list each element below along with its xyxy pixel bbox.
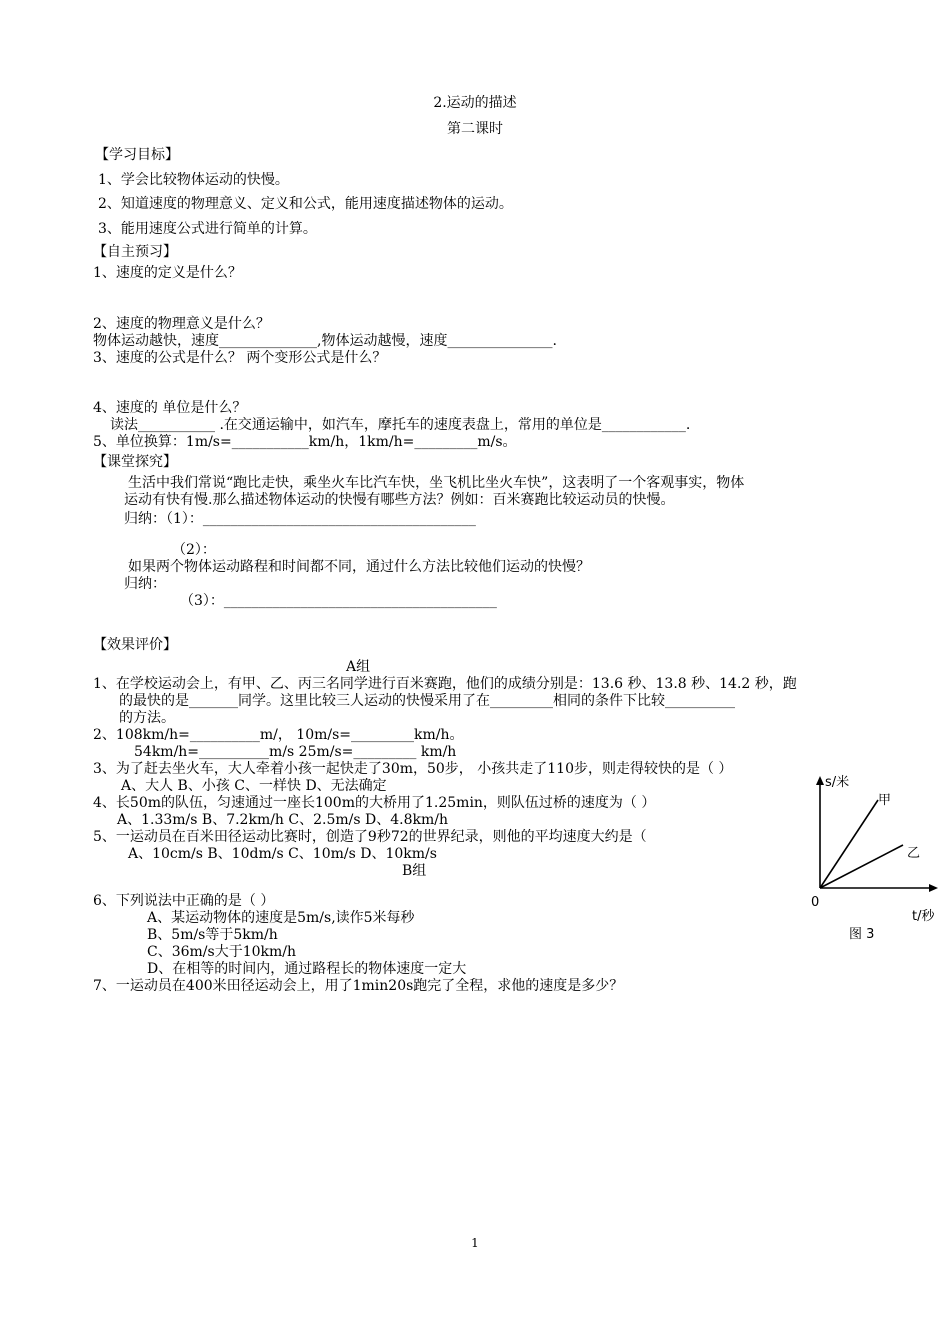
preview-question: 1、速度的定义是什么？ (93, 265, 242, 281)
line-jia-label: 甲 (878, 793, 892, 808)
eval-question: 6、下列说法中正确的是（ ） (93, 893, 275, 909)
explore-heading: 【课堂探究】 (93, 454, 177, 470)
eval-options: A、1.33m/s B、7.2km/h C、2.5m/s D、4.8km/h (117, 812, 448, 828)
x-axis-label: t/秒 (912, 909, 935, 924)
preview-heading: 【自主预习】 (93, 244, 177, 260)
group-b-label: B组 (402, 863, 427, 879)
eval-question: 7、一运动员在400米田径运动会上，用了1min20s跑完了全程，求他的速度是多少？ (93, 978, 624, 994)
objectives-heading: 【学习目标】 (95, 147, 179, 163)
preview-question: 4、速度的 单位是什么？ (93, 400, 247, 416)
objective-item: 1、学会比较物体运动的快慢。 (98, 172, 289, 188)
explore-paragraph: 运动有快有慢.那么描述物体运动的快慢有哪些方法？例如：百米赛跑比较运动员的快慢。 (124, 492, 675, 508)
eval-question: 1、在学校运动会上，有甲、乙、丙三名同学进行百米赛跑，他们的成绩分别是：13.6 秒、13.8 秒、14.2 秒，跑 (93, 676, 797, 692)
eval-question: 的最快的是_______同学。这里比较三人运动的快慢采用了在_________相同的条件下比较__________ (119, 693, 735, 709)
eval-options: C、36m/s大于10km/h (147, 944, 297, 960)
eval-question: 54km/h=__________m/s 25m/s=_________ km/h (134, 744, 457, 760)
line-yi-label: 乙 (907, 846, 921, 861)
line-jia (820, 800, 878, 888)
preview-question: 物体运动越快，速度______________,物体运动越慢，速度_______________. (93, 333, 557, 349)
preview-question: 3、速度的公式是什么？ 两个变形公式是什么？ (93, 350, 387, 366)
page-number: 1 (471, 1236, 479, 1250)
eval-question: 3、为了赶去坐火车，大人牵着小孩一起快走了30m，50步， 小孩共走了110步，则走得较快的是（ ） (93, 761, 733, 777)
evaluation-heading: 【效果评价】 (93, 637, 177, 653)
eval-question: 的方法。 (119, 710, 175, 726)
eval-question: 4、长50m的队伍，匀速通过一座长100m的大桥用了1.25min，则队伍过桥的速度为（ ） (93, 795, 656, 811)
eval-options: B、5m/s等于5km/h (147, 927, 278, 943)
origin-label: 0 (811, 895, 820, 910)
eval-options: A、大人 B、小孩 C、一样快 D、无法确定 (121, 778, 387, 794)
explore-summary: （3）：_______________________________________ (180, 593, 497, 609)
explore-question: 如果两个物体运动路程和时间都不同，通过什么方法比较他们运动的快慢？ (128, 559, 590, 575)
page-subtitle: 第二课时 (447, 121, 503, 137)
preview-question: 2、速度的物理意义是什么？ (93, 316, 270, 332)
group-a-label: A组 (346, 659, 371, 675)
st-graph-figure (805, 770, 950, 945)
eval-options: D、在相等的时间内，通过路程长的物体速度一定大 (147, 961, 467, 977)
eval-question: 2、108km/h=__________m/， 10m/s=_________km/h。 (93, 727, 464, 743)
eval-options: A、10cm/s B、10dm/s C、10m/s D、10km/s (128, 846, 437, 862)
y-axis-label: s/米 (825, 775, 850, 790)
x-axis-arrow (929, 884, 938, 892)
objective-item: 2、知道速度的物理意义、定义和公式，能用速度描述物体的运动。 (98, 196, 513, 212)
explore-summary: 归纳：（1）：_______________________________________ (124, 511, 476, 527)
page-title: 2.运动的描述 (433, 95, 517, 111)
preview-question: 读法___________ .在交通运输中，如汽车，摩托车的速度表盘上，常用的单位是____________. (110, 417, 691, 433)
eval-question: 5、一运动员在百米田径运动比赛时，创造了9秒72的世界纪录，则他的平均速度大约是（ (93, 829, 647, 845)
explore-paragraph: 生活中我们常说“跑比走快，乘坐火车比汽车快，坐飞机比坐火车快”，这表明了一个客观事实，物体 (128, 475, 745, 491)
explore-summary: 归纳： (124, 576, 166, 592)
explore-summary: （2）： (172, 542, 216, 558)
line-yi (820, 845, 903, 888)
preview-question: 5、单位换算：1m/s=___________km/h，1km/h=_________m/s。 (93, 434, 517, 450)
y-axis-arrow (816, 776, 824, 785)
figure-caption: 图 3 (849, 927, 875, 942)
eval-options: A、某运动物体的速度是5m/s,读作5米每秒 (147, 910, 415, 926)
objective-item: 3、能用速度公式进行简单的计算。 (98, 221, 317, 237)
